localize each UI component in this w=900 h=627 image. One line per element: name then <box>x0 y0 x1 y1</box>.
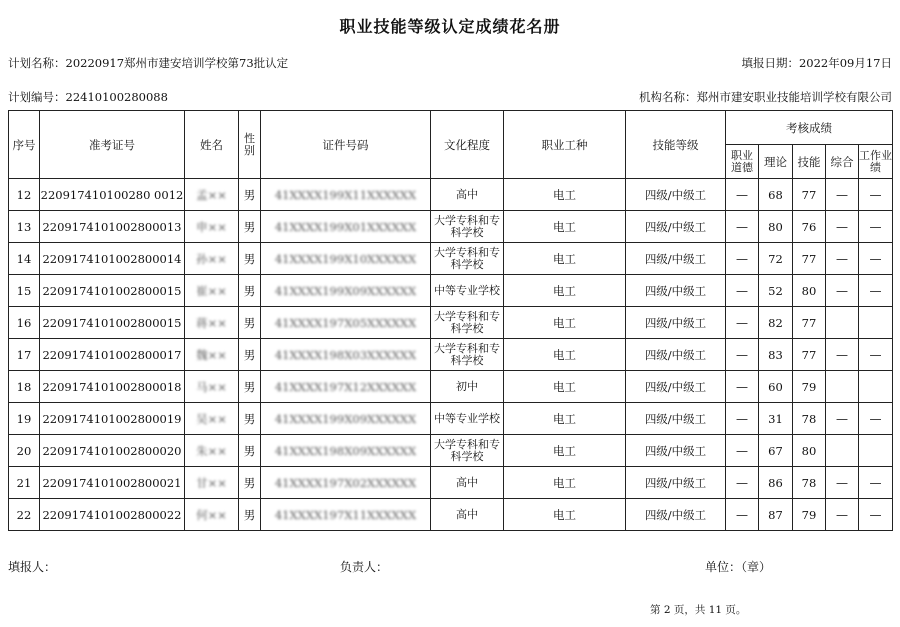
row-id-no-redacted: 41XXXX198X03XXXXXX <box>274 347 417 362</box>
row-gender: 男 <box>239 275 261 307</box>
row-level: 四级/中级工 <box>626 339 726 371</box>
row-level: 四级/中级工 <box>626 371 726 403</box>
row-exam-no: 2209174101002800013 <box>40 211 185 243</box>
row-performance: — <box>859 211 893 243</box>
row-job: 电工 <box>504 403 626 435</box>
score-roster-table <box>8 110 893 531</box>
table-row <box>9 403 893 435</box>
row-theory: 60 <box>759 371 793 403</box>
row-job: 电工 <box>504 179 626 211</box>
row-seq: 20 <box>9 435 40 467</box>
row-id-no <box>261 467 431 499</box>
row-exam-no: 2209174101002800020 <box>40 435 185 467</box>
row-job: 电工 <box>504 435 626 467</box>
table-row <box>9 435 893 467</box>
row-exam-no: 2209174101002800015 <box>40 307 185 339</box>
row-education: 大学专科和专科学校 <box>431 211 504 243</box>
row-combined <box>826 435 859 467</box>
row-exam-no: 220917410100280 0012 <box>40 179 185 211</box>
header-combined: 综合 <box>826 145 859 179</box>
row-gender: 男 <box>239 371 261 403</box>
header-job: 职业工种 <box>504 111 626 179</box>
row-name-redacted: 甘×× <box>196 475 227 490</box>
table-row <box>9 467 893 499</box>
row-name-redacted: 孟×× <box>196 187 227 202</box>
row-job: 电工 <box>504 339 626 371</box>
row-level: 四级/中级工 <box>626 211 726 243</box>
row-exam-no: 2209174101002800015 <box>40 275 185 307</box>
row-name-redacted: 朱×× <box>196 443 227 458</box>
row-id-no-redacted: 41XXXX197X12XXXXXX <box>274 379 417 394</box>
row-seq: 22 <box>9 499 40 531</box>
row-combined: — <box>826 467 859 499</box>
row-level: 四级/中级工 <box>626 435 726 467</box>
header-scores: 考核成绩 <box>726 111 893 145</box>
row-performance: — <box>859 467 893 499</box>
row-seq: 13 <box>9 211 40 243</box>
row-theory: 83 <box>759 339 793 371</box>
header-seq: 序号 <box>9 111 40 179</box>
row-job: 电工 <box>504 467 626 499</box>
row-seq: 15 <box>9 275 40 307</box>
row-name <box>185 371 239 403</box>
row-seq: 14 <box>9 243 40 275</box>
header-performance: 工作业绩 <box>859 145 893 179</box>
row-education: 高中 <box>431 499 504 531</box>
row-education: 中等专业学校 <box>431 403 504 435</box>
row-level: 四级/中级工 <box>626 275 726 307</box>
header-name: 姓名 <box>185 111 239 179</box>
row-education: 高中 <box>431 179 504 211</box>
row-performance: — <box>859 275 893 307</box>
table-row <box>9 499 893 531</box>
row-exam-no: 2209174101002800022 <box>40 499 185 531</box>
row-id-no-redacted: 41XXXX197X02XXXXXX <box>274 475 417 490</box>
row-name-redacted: 申×× <box>196 219 227 234</box>
row-theory: 80 <box>759 211 793 243</box>
row-level: 四级/中级工 <box>626 243 726 275</box>
row-performance: — <box>859 179 893 211</box>
row-combined: — <box>826 211 859 243</box>
header-exam-no: 准考证号 <box>40 111 185 179</box>
row-name <box>185 339 239 371</box>
row-name-redacted: 崔×× <box>196 283 227 298</box>
row-id-no-redacted: 41XXXX199X01XXXXXX <box>274 219 417 234</box>
row-theory: 31 <box>759 403 793 435</box>
row-gender: 男 <box>239 211 261 243</box>
row-combined: — <box>826 179 859 211</box>
row-seq: 18 <box>9 371 40 403</box>
row-ethics: — <box>726 243 759 275</box>
row-performance: — <box>859 339 893 371</box>
row-ethics: — <box>726 211 759 243</box>
row-skill: 79 <box>793 371 826 403</box>
row-id-no <box>261 179 431 211</box>
row-name-redacted: 孙×× <box>196 251 227 266</box>
table-row <box>9 371 893 403</box>
row-seq: 16 <box>9 307 40 339</box>
row-level: 四级/中级工 <box>626 307 726 339</box>
row-theory: 87 <box>759 499 793 531</box>
row-id-no-redacted: 41XXXX197X11XXXXXX <box>274 507 417 522</box>
row-job: 电工 <box>504 307 626 339</box>
row-theory: 82 <box>759 307 793 339</box>
footer-unit: 单位：（章） <box>705 560 772 574</box>
table-row <box>9 243 893 275</box>
table-row <box>9 211 893 243</box>
row-combined: — <box>826 403 859 435</box>
row-education: 初中 <box>431 371 504 403</box>
row-ethics: — <box>726 403 759 435</box>
row-job: 电工 <box>504 371 626 403</box>
row-name <box>185 435 239 467</box>
row-skill: 77 <box>793 243 826 275</box>
row-gender: 男 <box>239 403 261 435</box>
row-skill: 79 <box>793 499 826 531</box>
table-row <box>9 339 893 371</box>
row-ethics: — <box>726 275 759 307</box>
header-theory: 理论 <box>759 145 793 179</box>
row-gender: 男 <box>239 307 261 339</box>
row-name-redacted: 马×× <box>196 379 227 394</box>
row-name-redacted: 何×× <box>196 507 227 522</box>
row-skill: 76 <box>793 211 826 243</box>
row-id-no <box>261 371 431 403</box>
row-id-no <box>261 499 431 531</box>
row-name-redacted: 吴×× <box>196 411 227 426</box>
row-skill: 77 <box>793 339 826 371</box>
row-skill: 78 <box>793 467 826 499</box>
row-exam-no: 2209174101002800019 <box>40 403 185 435</box>
row-id-no-redacted: 41XXXX199X09XXXXXX <box>274 411 417 426</box>
header-ethics: 职业道德 <box>726 145 759 179</box>
row-id-no <box>261 435 431 467</box>
row-level: 四级/中级工 <box>626 179 726 211</box>
row-name <box>185 179 239 211</box>
row-education: 大学专科和专科学校 <box>431 435 504 467</box>
row-name <box>185 499 239 531</box>
row-name <box>185 307 239 339</box>
table-row <box>9 275 893 307</box>
row-id-no <box>261 339 431 371</box>
row-combined: — <box>826 339 859 371</box>
row-education: 大学专科和专科学校 <box>431 307 504 339</box>
row-ethics: — <box>726 179 759 211</box>
row-theory: 72 <box>759 243 793 275</box>
row-education: 大学专科和专科学校 <box>431 243 504 275</box>
table-row <box>9 307 893 339</box>
row-ethics: — <box>726 435 759 467</box>
header-skill: 技能 <box>793 145 826 179</box>
header-education: 文化程度 <box>431 111 504 179</box>
row-name <box>185 403 239 435</box>
row-id-no <box>261 275 431 307</box>
row-performance <box>859 435 893 467</box>
row-combined: — <box>826 243 859 275</box>
row-id-no <box>261 243 431 275</box>
row-seq: 21 <box>9 467 40 499</box>
row-skill: 78 <box>793 403 826 435</box>
row-performance <box>859 307 893 339</box>
org-name: 机构名称：郑州市建安职业技能培训学校有限公司 <box>639 90 892 104</box>
row-name <box>185 243 239 275</box>
row-id-no-redacted: 41XXXX198X09XXXXXX <box>274 443 417 458</box>
row-id-no <box>261 211 431 243</box>
row-theory: 86 <box>759 467 793 499</box>
row-level: 四级/中级工 <box>626 499 726 531</box>
row-exam-no: 2209174101002800014 <box>40 243 185 275</box>
plan-name: 计划名称：20220917郑州市建安培训学校第73批认定 <box>8 56 289 70</box>
row-ethics: — <box>726 499 759 531</box>
page-title: 职业技能等级认定成绩花名册 <box>339 17 561 36</box>
footer-responsible: 负责人： <box>340 560 389 574</box>
row-combined: — <box>826 499 859 531</box>
header-id-no: 证件号码 <box>261 111 431 179</box>
row-level: 四级/中级工 <box>626 467 726 499</box>
row-combined <box>826 371 859 403</box>
row-combined: — <box>826 275 859 307</box>
row-job: 电工 <box>504 275 626 307</box>
row-id-no-redacted: 41XXXX199X09XXXXXX <box>274 283 417 298</box>
row-gender: 男 <box>239 499 261 531</box>
row-job: 电工 <box>504 211 626 243</box>
row-name <box>185 275 239 307</box>
row-exam-no: 2209174101002800017 <box>40 339 185 371</box>
row-skill: 80 <box>793 275 826 307</box>
plan-number: 计划编号：22410100280088 <box>8 90 168 104</box>
row-exam-no: 2209174101002800021 <box>40 467 185 499</box>
row-gender: 男 <box>239 339 261 371</box>
row-education: 中等专业学校 <box>431 275 504 307</box>
row-performance: — <box>859 499 893 531</box>
row-exam-no: 2209174101002800018 <box>40 371 185 403</box>
row-gender: 男 <box>239 179 261 211</box>
row-theory: 68 <box>759 179 793 211</box>
row-theory: 67 <box>759 435 793 467</box>
row-gender: 男 <box>239 435 261 467</box>
row-name <box>185 211 239 243</box>
row-education: 高中 <box>431 467 504 499</box>
header-level: 技能等级 <box>626 111 726 179</box>
row-theory: 52 <box>759 275 793 307</box>
row-name-redacted: 蒋×× <box>196 315 227 330</box>
row-performance <box>859 371 893 403</box>
row-id-no <box>261 403 431 435</box>
row-name <box>185 467 239 499</box>
row-combined <box>826 307 859 339</box>
row-gender: 男 <box>239 243 261 275</box>
row-job: 电工 <box>504 499 626 531</box>
footer-filler: 填报人： <box>8 560 57 574</box>
row-skill: 77 <box>793 307 826 339</box>
row-id-no-redacted: 41XXXX199X10XXXXXX <box>274 251 417 266</box>
row-gender: 男 <box>239 467 261 499</box>
table-row <box>9 179 893 211</box>
row-seq: 17 <box>9 339 40 371</box>
row-ethics: — <box>726 339 759 371</box>
row-seq: 19 <box>9 403 40 435</box>
row-name-redacted: 魏×× <box>196 347 227 362</box>
row-id-no <box>261 307 431 339</box>
row-level: 四级/中级工 <box>626 403 726 435</box>
row-ethics: — <box>726 307 759 339</box>
row-performance: — <box>859 243 893 275</box>
row-id-no-redacted: 41XXXX197X05XXXXXX <box>274 315 417 330</box>
row-job: 电工 <box>504 243 626 275</box>
row-skill: 77 <box>793 179 826 211</box>
row-ethics: — <box>726 467 759 499</box>
row-id-no-redacted: 41XXXX199X11XXXXXX <box>274 187 417 202</box>
row-education: 大学专科和专科学校 <box>431 339 504 371</box>
row-ethics: — <box>726 371 759 403</box>
page-info: 第 2 页，共 11 页。 <box>650 604 747 616</box>
fill-date: 填报日期：2022年09月17日 <box>741 56 892 70</box>
header-gender: 性别 <box>239 111 261 179</box>
row-performance: — <box>859 403 893 435</box>
row-skill: 80 <box>793 435 826 467</box>
row-seq: 12 <box>9 179 40 211</box>
